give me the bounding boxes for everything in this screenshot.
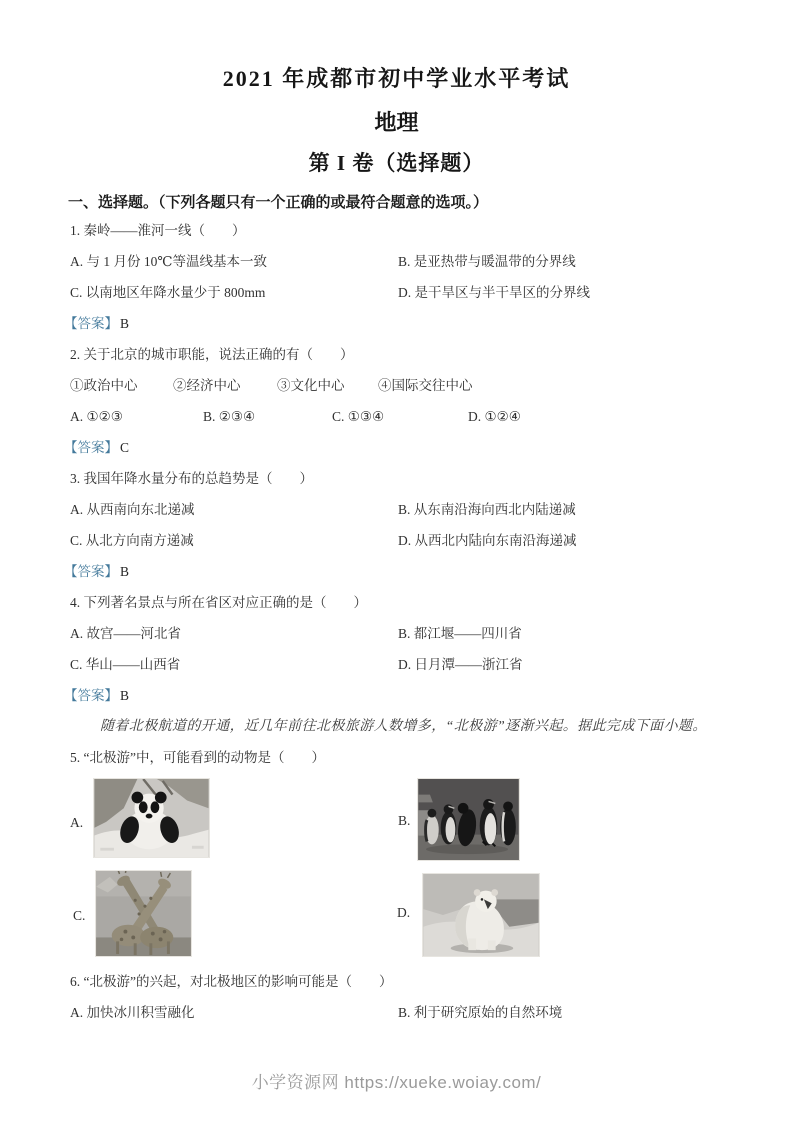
question-2 [64,339,753,463]
numbered-item-1: ①政治中心 [70,378,138,393]
image-option-a-letter: A. [70,815,84,830]
question-6-options-ab [64,997,753,1028]
answer-value: C [120,440,130,455]
numbered-item-4: ④国际交往中心 [378,378,473,393]
option-a: A. 加快冰川积雪融化 [70,1005,195,1020]
option-d: D. 从西北内陆向东南沿海递减 [398,533,577,548]
answer-label: 【答案】 [64,440,118,455]
option-b: B. ②③④ [203,409,256,424]
answer-label: 【答案】 [64,688,118,703]
question-1-options-ab [64,246,753,277]
question-2-options [64,401,753,432]
numbered-item-2: ②经济中心 [173,378,241,393]
answer-value: B [120,688,130,703]
section-heading: 一、选择题。（下列各题只有一个正确的或最符合题意的选项。） [68,195,489,211]
question-4-stem: 4. 下列著名景点与所在省区对应正确的是（ ） [70,595,367,610]
answer-value: B [120,316,130,331]
question-4-options-cd [64,649,753,680]
question-4-options-ab [64,618,753,649]
question-2-stem: 2. 关于北京的城市职能，说法正确的有（ ） [70,347,354,362]
option-b: B. 都江堰——四川省 [398,626,522,641]
reading-passage: 随着北极航道的开通，近几年前往北极旅游人数增多，“北极游”逐渐兴起。据此完成下面小题。 [100,719,707,734]
option-b: B. 是亚热带与暖温带的分界线 [398,254,576,269]
question-3-stem: 3. 我国年降水量分布的总趋势是（ ） [70,471,313,486]
option-d: D. 日月潭——浙江省 [398,657,523,672]
question-6-stem: 6. “北极游”的兴起，对北极地区的影响可能是（ ） [70,974,393,989]
polar-bear-photo [422,873,540,957]
question-4 [64,587,753,711]
question-1-answer [64,308,753,339]
option-c: C. 从北方向南方递减 [70,533,194,548]
option-c: C. ①③④ [332,409,385,424]
answer-label: 【答案】 [64,316,118,331]
numbered-item-3: ③文化中心 [277,378,345,393]
question-5 [64,711,753,958]
question-1-options-cd [64,277,753,308]
question-5-image-options [64,773,753,958]
option-a: A. 从西南向东北递减 [70,502,195,517]
question-3-options-ab [64,494,753,525]
option-c: C. 以南地区年降水量少于 800mm [70,285,266,300]
option-b: B. 从东南沿海向西北内陆递减 [398,502,576,517]
question-3-options-cd [64,525,753,556]
option-a: A. 故宫——河北省 [70,626,181,641]
volume-title: 第 I 卷（选择题） [308,151,485,175]
question-5-stem: 5. “北极游”中，可能看到的动物是（ ） [70,750,325,765]
question-6 [64,966,753,1028]
footer-watermark: 小学资源网 https://xueke.woiay.com/ [251,1073,542,1092]
option-a: A. ①②③ [70,409,123,424]
question-3 [64,463,753,587]
option-d: D. 是干旱区与半干旱区的分界线 [398,285,590,300]
giraffes-photo [95,870,192,957]
question-1 [64,215,753,339]
panda-photo [93,778,210,858]
image-option-d-letter: D. [397,905,411,920]
penguins-photo [417,778,520,861]
option-d: D. ①②④ [468,409,521,424]
question-1-stem: 1. 秦岭——淮河一线（ ） [70,223,246,238]
subject-title: 地理 [374,110,419,135]
question-2-answer [64,432,753,463]
answer-value: B [120,564,130,579]
question-4-answer [64,680,753,711]
question-3-answer [64,556,753,587]
image-option-c-letter: C. [73,908,86,923]
option-b: B. 利于研究原始的自然环境 [398,1005,563,1020]
question-2-numbered-items [64,370,753,401]
answer-label: 【答案】 [64,564,118,579]
image-option-b-letter: B. [398,813,411,828]
option-a: A. 与 1 月份 10℃等温线基本一致 [70,254,267,269]
option-c: C. 华山——山西省 [70,657,181,672]
page-title: 2021 年成都市初中学业水平考试 [222,66,571,91]
